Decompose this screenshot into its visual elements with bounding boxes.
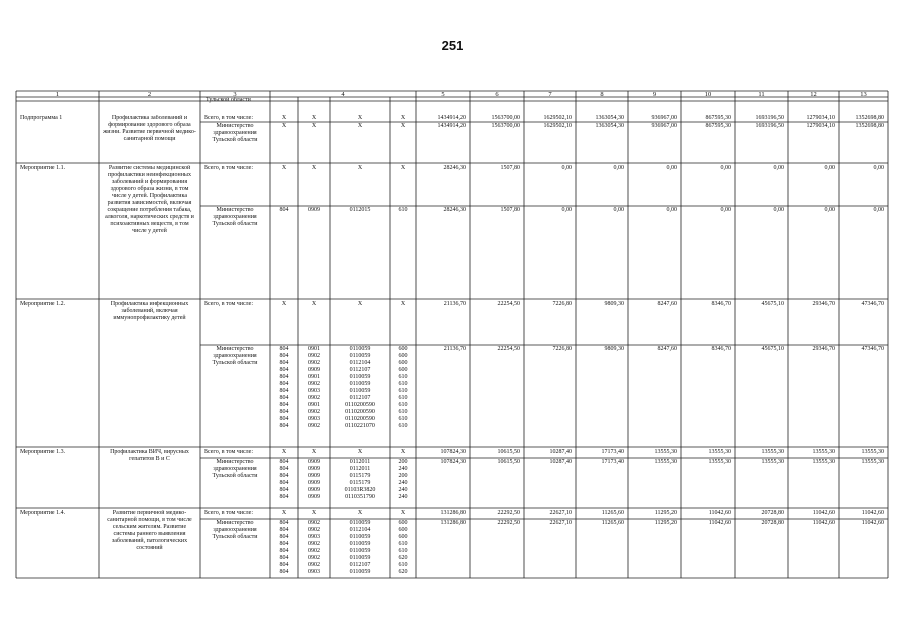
amount-cell: 131286,80 bbox=[440, 510, 466, 516]
amount-cell: 0,00 bbox=[561, 165, 572, 171]
row-label: Мероприятие 1.4. bbox=[20, 510, 66, 516]
code-csr: 0110059 bbox=[349, 381, 371, 387]
amount-cell: 1434914,20 bbox=[437, 123, 466, 129]
code-rz: 0901 bbox=[308, 374, 320, 380]
code-grbs: 804 bbox=[279, 346, 289, 352]
code-vr: 600 bbox=[398, 520, 408, 526]
amount-cell: 45675,10 bbox=[761, 301, 784, 307]
amount-cell: 20728,80 bbox=[761, 510, 784, 516]
code-csr: 0110200590 bbox=[345, 416, 375, 422]
code-vr: 240 bbox=[398, 494, 408, 500]
amount-cell: 1434914,20 bbox=[437, 115, 466, 121]
amount-cell: 8346,70 bbox=[711, 301, 731, 307]
executor-label: Министерство здравоохранения Тульской области bbox=[212, 207, 258, 227]
code-csr: X bbox=[357, 449, 363, 455]
code-csr: 0112015 bbox=[349, 207, 371, 213]
code-rz: 0902 bbox=[308, 555, 320, 561]
code-grbs: 804 bbox=[279, 374, 289, 380]
code-vr: 600 bbox=[398, 367, 408, 373]
amount-cell: 13555,30 bbox=[861, 459, 884, 465]
amount-cell: 13555,30 bbox=[708, 459, 731, 465]
code-grbs: 804 bbox=[279, 466, 289, 472]
amount-cell: 10615,50 bbox=[497, 459, 520, 465]
amount-cell: 936967,00 bbox=[651, 123, 677, 129]
amount-cell: 0,00 bbox=[873, 165, 884, 171]
amount-cell: 10287,40 bbox=[549, 449, 572, 455]
prev-row-col3: Тульской области bbox=[206, 97, 251, 103]
code-rz: 0902 bbox=[308, 381, 320, 387]
code-rz: 0909 bbox=[308, 459, 320, 465]
code-vr: 610 bbox=[398, 374, 408, 380]
code-vr: 620 bbox=[398, 555, 408, 561]
amount-cell: 0,00 bbox=[824, 207, 835, 213]
code-grbs: 804 bbox=[279, 416, 289, 422]
code-csr: X bbox=[357, 115, 363, 121]
code-grbs: 804 bbox=[279, 395, 289, 401]
code-rz: X bbox=[311, 449, 317, 455]
code-csr: 0110059 bbox=[349, 548, 371, 554]
code-vr: 240 bbox=[398, 466, 408, 472]
code-grbs: 804 bbox=[279, 520, 289, 526]
code-vr: 610 bbox=[398, 395, 408, 401]
code-csr: 0110059 bbox=[349, 555, 371, 561]
code-csr: 0112104 bbox=[349, 527, 371, 533]
executor-label: Министерство здравоохранения Тульской области bbox=[212, 459, 258, 479]
amount-cell: 22627,10 bbox=[549, 520, 572, 526]
code-csr: 0115179 bbox=[349, 480, 371, 486]
amount-cell: 13555,30 bbox=[761, 449, 784, 455]
amount-cell: 1352698,80 bbox=[855, 115, 884, 121]
amount-cell: 8346,70 bbox=[711, 346, 731, 352]
amount-cell: 11042,60 bbox=[708, 510, 731, 516]
amount-cell: 1279034,10 bbox=[806, 115, 835, 121]
amount-cell: 1693196,50 bbox=[755, 123, 784, 129]
header-cell-11: 11 bbox=[758, 91, 765, 97]
code-grbs: 804 bbox=[279, 569, 289, 575]
code-vr: X bbox=[400, 115, 406, 121]
code-csr: 0112104 bbox=[349, 360, 371, 366]
amount-cell: 22292,50 bbox=[497, 520, 520, 526]
code-rz: 0902 bbox=[308, 548, 320, 554]
code-grbs: 804 bbox=[279, 409, 289, 415]
amount-cell: 10615,50 bbox=[497, 449, 520, 455]
row-label: Мероприятие 1.2. bbox=[20, 301, 66, 307]
code-rz: 0902 bbox=[308, 409, 320, 415]
executor-label: Всего, в том числе: bbox=[204, 301, 253, 307]
amount-cell: 0,00 bbox=[720, 165, 731, 171]
code-vr: X bbox=[400, 449, 406, 455]
amount-cell: 8247,60 bbox=[657, 346, 677, 352]
amount-cell: 22254,50 bbox=[497, 346, 520, 352]
code-grbs: 804 bbox=[279, 487, 289, 493]
amount-cell: 131286,80 bbox=[440, 520, 466, 526]
amount-cell: 47346,70 bbox=[861, 301, 884, 307]
amount-cell: 0,00 bbox=[824, 165, 835, 171]
amount-cell: 22627,10 bbox=[549, 510, 572, 516]
code-rz: 0909 bbox=[308, 466, 320, 472]
executor-label: Всего, в том числе: bbox=[204, 115, 253, 121]
amount-cell: 107824,30 bbox=[440, 459, 466, 465]
code-rz: X bbox=[311, 123, 317, 129]
code-vr: 600 bbox=[398, 346, 408, 352]
code-vr: 200 bbox=[398, 473, 408, 479]
code-grbs: 804 bbox=[279, 381, 289, 387]
amount-cell: 1279034,10 bbox=[806, 123, 835, 129]
amount-cell: 0,00 bbox=[720, 207, 731, 213]
amount-cell: 11265,60 bbox=[601, 510, 624, 516]
code-rz: 0909 bbox=[308, 487, 320, 493]
header-cell-2: 2 bbox=[147, 91, 152, 97]
amount-cell: 11042,60 bbox=[812, 520, 835, 526]
header-cell-4: 4 bbox=[341, 91, 345, 97]
amount-cell: 11265,60 bbox=[601, 520, 624, 526]
code-vr: X bbox=[400, 165, 406, 171]
code-vr: 240 bbox=[398, 487, 408, 493]
code-vr: 610 bbox=[398, 402, 408, 408]
row-label: Подпрограмма 1 bbox=[20, 115, 63, 121]
code-vr: 610 bbox=[398, 562, 408, 568]
code-csr: 0110059 bbox=[349, 374, 371, 380]
row-description: Развитие первичной медико-санитарной помощи, в том числе сельским жителям. Развитие системы раннего выявления заболеваний, патологических состояний bbox=[107, 510, 192, 551]
code-grbs: 804 bbox=[279, 360, 289, 366]
code-csr: X bbox=[357, 123, 363, 129]
code-grbs: 804 bbox=[279, 555, 289, 561]
amount-cell: 11042,60 bbox=[861, 510, 884, 516]
code-rz: 0909 bbox=[308, 473, 320, 479]
code-grbs: 804 bbox=[279, 548, 289, 554]
amount-cell: 0,00 bbox=[561, 207, 572, 213]
code-vr: 610 bbox=[398, 207, 408, 213]
amount-cell: 1563700,00 bbox=[491, 115, 520, 121]
code-rz: 0901 bbox=[308, 402, 320, 408]
code-vr: 620 bbox=[398, 569, 408, 575]
code-rz: 0902 bbox=[308, 353, 320, 359]
code-vr: 600 bbox=[398, 527, 408, 533]
amount-cell: 107824,30 bbox=[440, 449, 466, 455]
code-vr: 600 bbox=[398, 353, 408, 359]
header-cell-3: 3 bbox=[233, 91, 237, 97]
amount-cell: 11042,60 bbox=[812, 510, 835, 516]
code-grbs: 804 bbox=[279, 207, 289, 213]
amount-cell: 13555,30 bbox=[708, 449, 731, 455]
code-grbs: X bbox=[281, 301, 287, 307]
amount-cell: 28246,30 bbox=[443, 207, 466, 213]
code-vr: 600 bbox=[398, 360, 408, 366]
amount-cell: 9809,30 bbox=[604, 346, 624, 352]
amount-cell: 11295,20 bbox=[654, 520, 677, 526]
code-vr: 610 bbox=[398, 381, 408, 387]
amount-cell: 1363054,30 bbox=[595, 123, 624, 129]
amount-cell: 0,00 bbox=[773, 207, 784, 213]
code-grbs: X bbox=[281, 510, 287, 516]
code-csr: 0112107 bbox=[349, 562, 371, 568]
code-vr: 610 bbox=[398, 541, 408, 547]
code-rz: 0901 bbox=[308, 346, 320, 352]
header-cell-8: 8 bbox=[600, 91, 604, 97]
code-rz: 0902 bbox=[308, 527, 320, 533]
code-csr: 0110059 bbox=[349, 388, 371, 394]
amount-cell: 45675,10 bbox=[761, 346, 784, 352]
amount-cell: 0,00 bbox=[613, 207, 624, 213]
code-grbs: 804 bbox=[279, 423, 289, 429]
amount-cell: 1563700,00 bbox=[491, 123, 520, 129]
amount-cell: 17173,40 bbox=[601, 449, 624, 455]
amount-cell: 10287,40 bbox=[549, 459, 572, 465]
amount-cell: 21136,70 bbox=[443, 346, 466, 352]
code-grbs: 804 bbox=[279, 473, 289, 479]
code-grbs: 804 bbox=[279, 402, 289, 408]
code-grbs: 804 bbox=[279, 494, 289, 500]
row-description: Профилактика ВИЧ, вирусных гепатитов В и С bbox=[110, 449, 189, 462]
code-csr: 0110059 bbox=[349, 353, 371, 359]
amount-cell: 0,00 bbox=[873, 207, 884, 213]
amount-cell: 0,00 bbox=[666, 207, 677, 213]
amount-cell: 9809,30 bbox=[604, 301, 624, 307]
code-csr: 0112107 bbox=[349, 367, 371, 373]
code-rz: 0903 bbox=[308, 416, 320, 422]
code-vr: 610 bbox=[398, 548, 408, 554]
code-csr: 0110059 bbox=[349, 569, 371, 575]
code-grbs: 804 bbox=[279, 353, 289, 359]
amount-cell: 1507,80 bbox=[500, 165, 520, 171]
code-rz: 0909 bbox=[308, 480, 320, 486]
code-csr: 0110059 bbox=[349, 520, 371, 526]
row-description: Профилактика инфекционных заболеваний, включая иммунопрофилактику детей bbox=[110, 301, 189, 321]
code-csr: 0110221070 bbox=[345, 423, 375, 429]
code-grbs: 804 bbox=[279, 459, 289, 465]
code-csr: 01103R3820 bbox=[344, 487, 376, 493]
amount-cell: 1693196,50 bbox=[755, 115, 784, 121]
code-csr: X bbox=[357, 510, 363, 516]
amount-cell: 29346,70 bbox=[812, 346, 835, 352]
amount-cell: 0,00 bbox=[666, 165, 677, 171]
code-csr: 0110059 bbox=[349, 541, 371, 547]
amount-cell: 22292,50 bbox=[497, 510, 520, 516]
code-grbs: 804 bbox=[279, 534, 289, 540]
amount-cell: 29346,70 bbox=[812, 301, 835, 307]
executor-label: Министерство здравоохранения Тульской области bbox=[212, 346, 258, 366]
code-csr: 0112011 bbox=[349, 466, 371, 472]
code-grbs: 804 bbox=[279, 367, 289, 373]
code-rz: X bbox=[311, 115, 317, 121]
amount-cell: 1629502,10 bbox=[543, 123, 572, 129]
code-grbs: X bbox=[281, 123, 287, 129]
header-cell-1: 1 bbox=[55, 91, 60, 97]
amount-cell: 13555,30 bbox=[861, 449, 884, 455]
code-vr: 610 bbox=[398, 388, 408, 394]
code-csr: 0110200590 bbox=[345, 402, 375, 408]
amount-cell: 11042,60 bbox=[708, 520, 731, 526]
amount-cell: 17173,40 bbox=[601, 459, 624, 465]
amount-cell: 13555,30 bbox=[812, 449, 835, 455]
header-cell-5: 5 bbox=[441, 91, 445, 97]
code-csr: X bbox=[357, 301, 363, 307]
amount-cell: 21136,70 bbox=[443, 301, 466, 307]
code-rz: 0902 bbox=[308, 541, 320, 547]
amount-cell: 13555,30 bbox=[654, 449, 677, 455]
executor-label: Всего, в том числе: bbox=[204, 449, 253, 455]
code-rz: 0909 bbox=[308, 207, 320, 213]
code-rz: 0909 bbox=[308, 367, 320, 373]
code-rz: 0903 bbox=[308, 534, 320, 540]
row-description: Развитие системы медицинской профилактики неинфекционных заболеваний и формирования здорового образа жизни, в том числе у детей. Профилактика развития зависимостей, включая сокращение потребления табака, алкоголя, наркотических средств и психоактивных веществ, в том числе у детей bbox=[105, 165, 194, 234]
amount-cell: 7226,80 bbox=[552, 346, 572, 352]
amount-cell: 11042,60 bbox=[861, 520, 884, 526]
amount-cell: 867595,30 bbox=[705, 123, 731, 129]
header-cell-9: 9 bbox=[652, 91, 657, 97]
amount-cell: 1363054,30 bbox=[595, 115, 624, 121]
page-number: 251 bbox=[441, 38, 464, 53]
code-rz: 0909 bbox=[308, 494, 320, 500]
code-vr: X bbox=[400, 510, 406, 516]
amount-cell: 13555,30 bbox=[812, 459, 835, 465]
header-cell-13: 13 bbox=[860, 91, 867, 97]
code-grbs: 804 bbox=[279, 527, 289, 533]
code-rz: X bbox=[311, 301, 317, 307]
code-rz: 0902 bbox=[308, 423, 320, 429]
row-label: Мероприятие 1.1. bbox=[20, 165, 66, 171]
code-grbs: 804 bbox=[279, 541, 289, 547]
code-rz: X bbox=[311, 165, 317, 171]
amount-cell: 13555,30 bbox=[761, 459, 784, 465]
executor-label: Всего, в том числе: bbox=[204, 510, 253, 516]
amount-cell: 0,00 bbox=[613, 165, 624, 171]
amount-cell: 20728,80 bbox=[761, 520, 784, 526]
code-csr: 0115179 bbox=[349, 473, 371, 479]
amount-cell: 11295,20 bbox=[654, 510, 677, 516]
header-cell-6: 6 bbox=[495, 91, 499, 97]
amount-cell: 47346,70 bbox=[861, 346, 884, 352]
code-csr: 0112107 bbox=[349, 395, 371, 401]
code-vr: X bbox=[400, 301, 406, 307]
code-csr: 0110351790 bbox=[345, 494, 375, 500]
code-grbs: X bbox=[281, 165, 287, 171]
code-vr: 610 bbox=[398, 416, 408, 422]
code-vr: 610 bbox=[398, 423, 408, 429]
code-rz: 0902 bbox=[308, 395, 320, 401]
code-rz: 0903 bbox=[308, 569, 320, 575]
code-rz: 0902 bbox=[308, 360, 320, 366]
amount-cell: 1629502,10 bbox=[543, 115, 572, 121]
code-grbs: X bbox=[281, 449, 287, 455]
amount-cell: 28246,30 bbox=[443, 165, 466, 171]
code-csr: 0110059 bbox=[349, 534, 371, 540]
amount-cell: 22254,50 bbox=[497, 301, 520, 307]
code-rz: 0902 bbox=[308, 562, 320, 568]
amount-cell: 13555,30 bbox=[654, 459, 677, 465]
amount-cell: 8247,60 bbox=[657, 301, 677, 307]
header-cell-7: 7 bbox=[548, 91, 552, 97]
executor-label: Министерство здравоохранения Тульской области bbox=[212, 123, 258, 143]
code-rz: 0902 bbox=[308, 520, 320, 526]
code-grbs: 804 bbox=[279, 562, 289, 568]
header-cell-10: 10 bbox=[704, 91, 712, 97]
amount-cell: 0,00 bbox=[773, 165, 784, 171]
code-csr: 0110059 bbox=[349, 346, 371, 352]
amount-cell: 7226,80 bbox=[552, 301, 572, 307]
row-description: Профилактика заболеваний и формирование здорового образа жизни. Развитие первичной медико-санитарной помощи bbox=[103, 115, 196, 142]
amount-cell: 936967,00 bbox=[651, 115, 677, 121]
amount-cell: 867595,30 bbox=[705, 115, 731, 121]
executor-label: Всего, в том числе: bbox=[204, 165, 253, 171]
code-csr: 0112011 bbox=[349, 459, 371, 465]
code-vr: 200 bbox=[398, 459, 408, 465]
header-cell-12: 12 bbox=[810, 91, 817, 97]
amount-cell: 1507,80 bbox=[500, 207, 520, 213]
code-rz: X bbox=[311, 510, 317, 516]
row-label: Мероприятие 1.3. bbox=[20, 449, 66, 455]
code-grbs: 804 bbox=[279, 480, 289, 486]
code-vr: 600 bbox=[398, 534, 408, 540]
code-vr: X bbox=[400, 123, 406, 129]
amount-cell: 1352698,80 bbox=[855, 123, 884, 129]
code-vr: 610 bbox=[398, 409, 408, 415]
code-csr: 0110200590 bbox=[345, 409, 375, 415]
executor-label: Министерство здравоохранения Тульской области bbox=[212, 520, 258, 540]
code-grbs: X bbox=[281, 115, 287, 121]
code-rz: 0903 bbox=[308, 388, 320, 394]
code-grbs: 804 bbox=[279, 388, 289, 394]
code-csr: X bbox=[357, 165, 363, 171]
code-vr: 240 bbox=[398, 480, 408, 486]
